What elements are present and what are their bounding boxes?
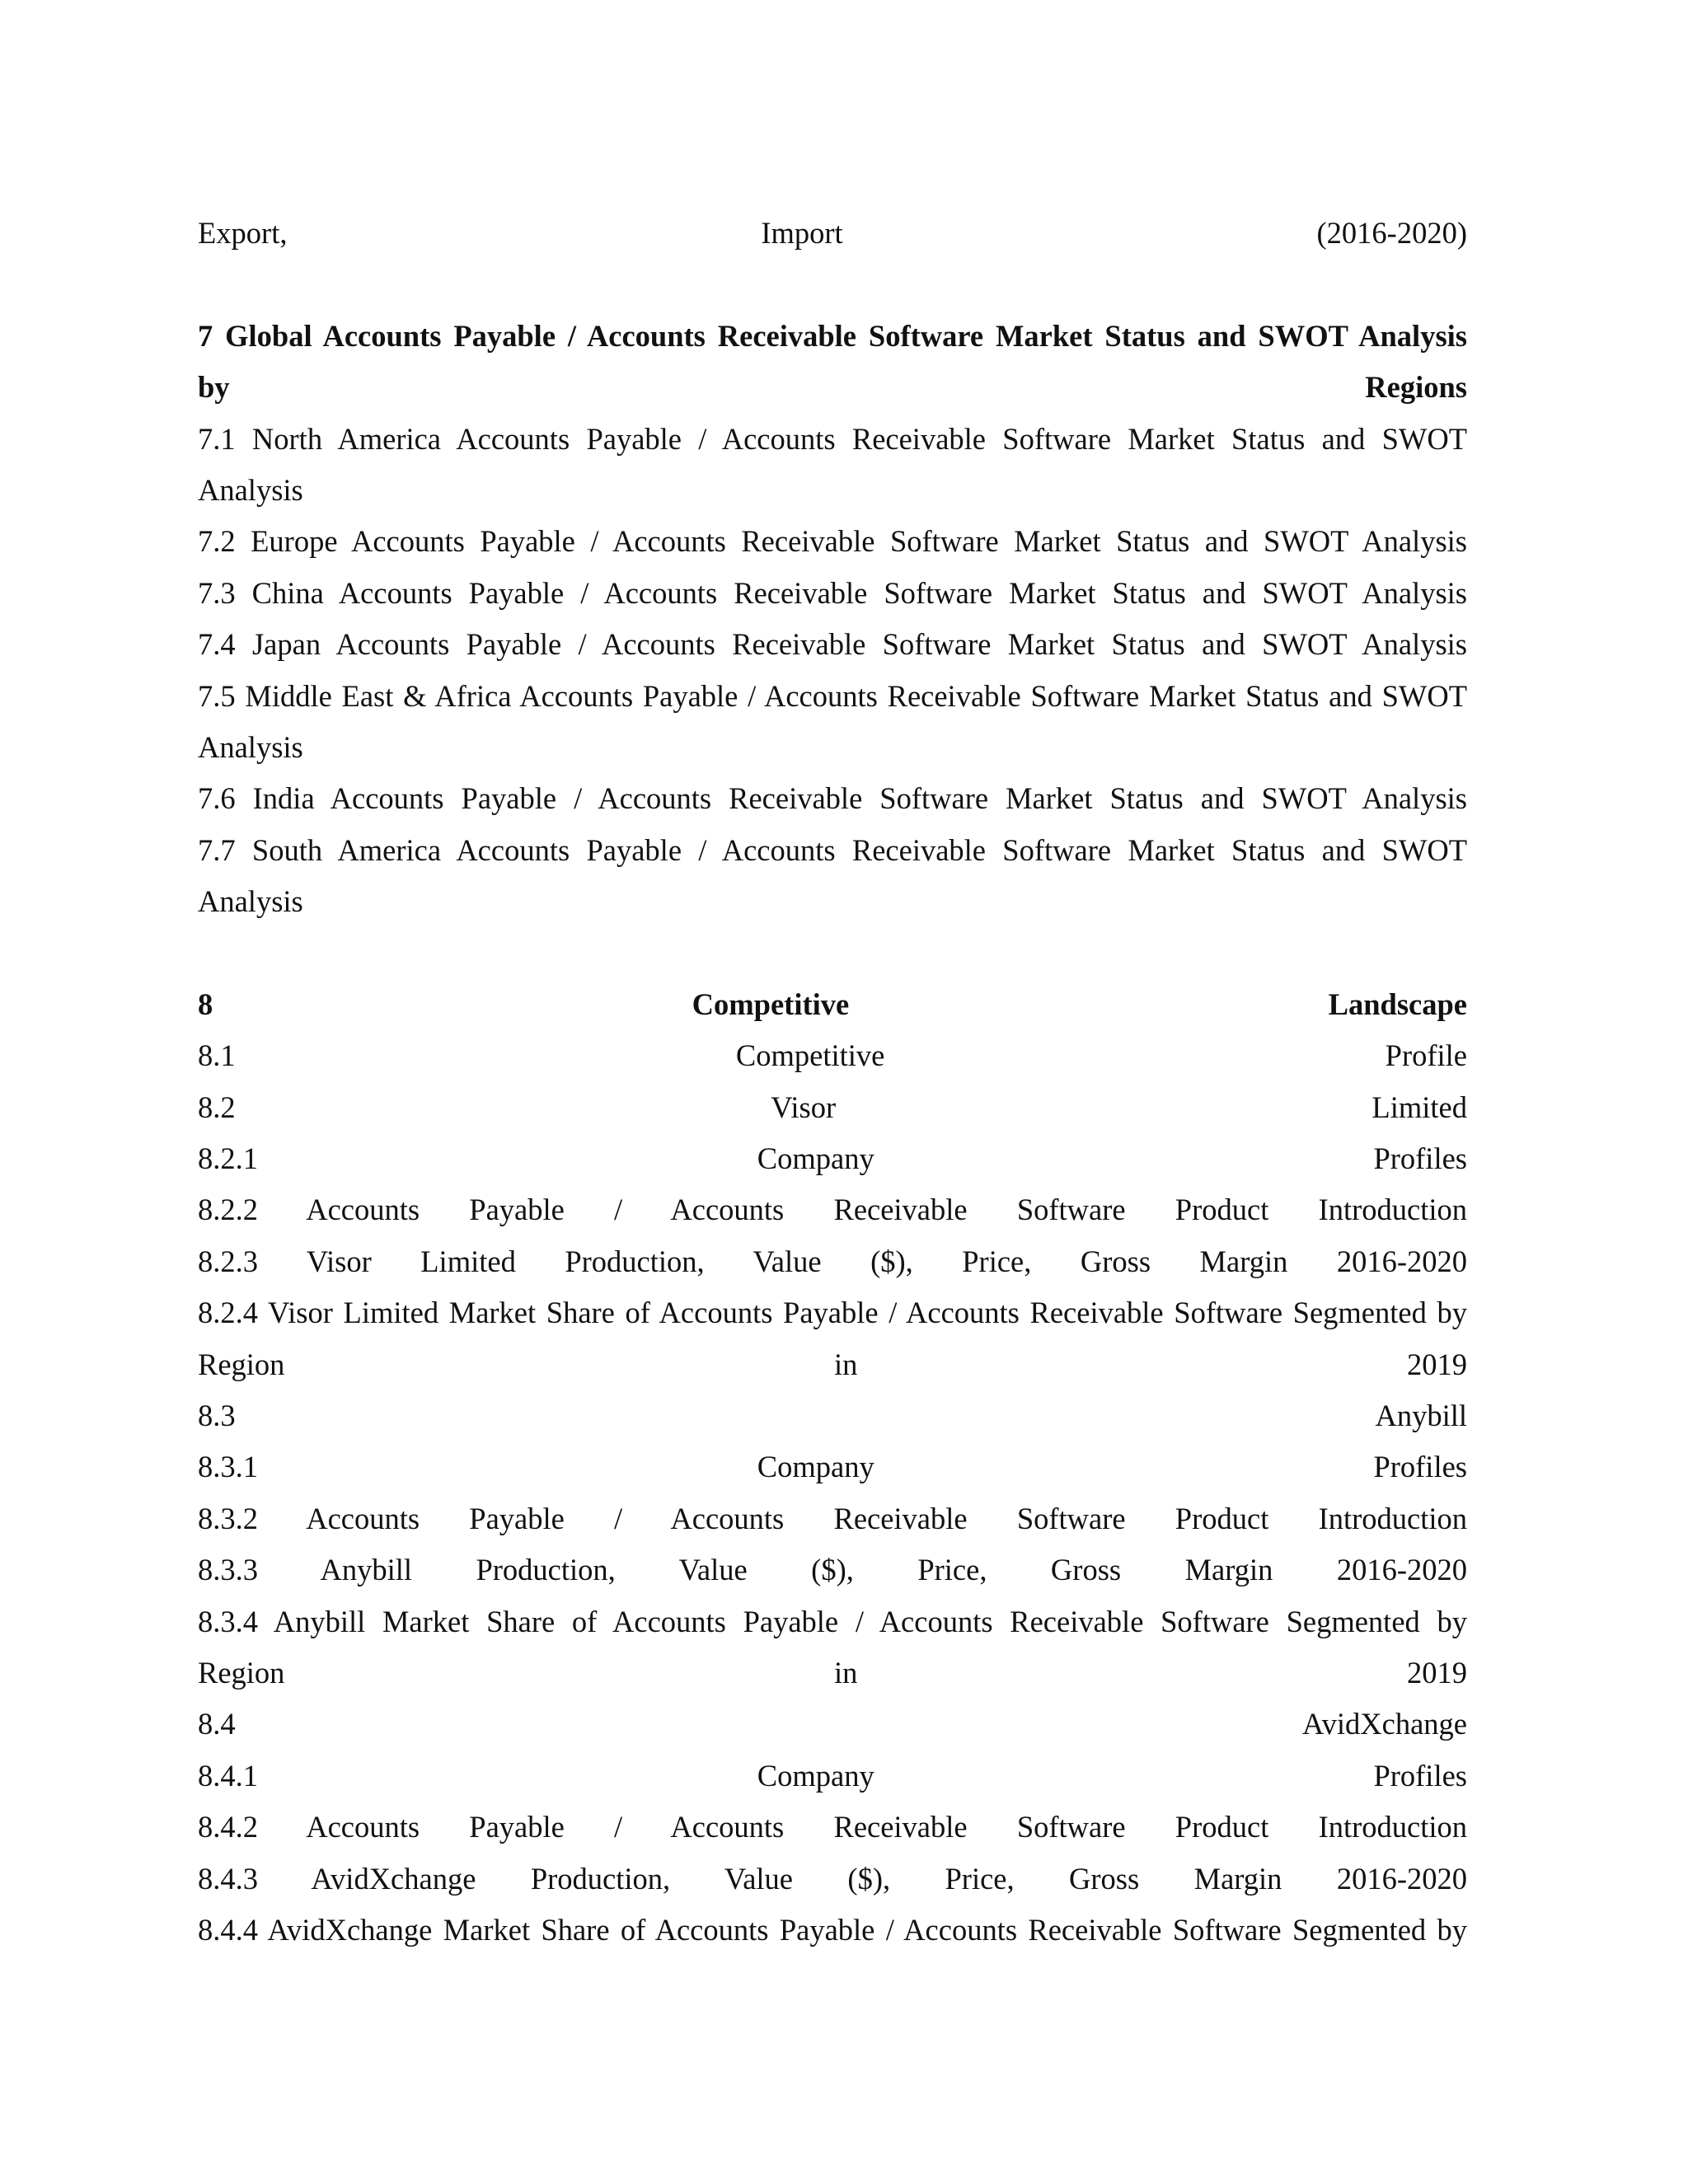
toc-text-block xyxy=(198,208,1467,1956)
toc-line-export-import: Export, Import (2016-2020) xyxy=(198,216,1467,250)
toc-entry-8-4-2: 8.4.2 Accounts Payable / Accounts Receivable Software Product Introduction xyxy=(198,1810,1467,1844)
toc-entry-8-2: 8.2 Visor Limited xyxy=(198,1090,1467,1124)
section-8-heading: 8 Competitive Landscape xyxy=(198,987,1467,1021)
toc-entry-7-5: 7.5 Middle East & Africa Accounts Payable / Accounts Receivable Software Market Status and SWOT xyxy=(198,678,1467,713)
toc-entry-8-3-3: 8.3.3 Anybill Production, Value ($), Price, Gross Margin 2016-2020 xyxy=(198,1553,1467,1587)
toc-entry-8-2-1: 8.2.1 Company Profiles xyxy=(198,1141,1467,1176)
toc-entry-8-4-1: 8.4.1 Company Profiles xyxy=(198,1758,1467,1793)
toc-entry-8-2-3: 8.2.3 Visor Limited Production, Value ($), Price, Gross Margin 2016-2020 xyxy=(198,1244,1467,1278)
toc-entry-7-7: 7.7 South America Accounts Payable / Accounts Receivable Software Market Status and SWOT xyxy=(198,832,1467,867)
toc-entry-8-3: 8.3 Anybill xyxy=(198,1398,1467,1432)
toc-entry-7-4: 7.4 Japan Accounts Payable / Accounts Receivable Software Market Status and SWOT Analysis xyxy=(198,627,1467,662)
toc-entry-7-3: 7.3 China Accounts Payable / Accounts Receivable Software Market Status and SWOT Analysis xyxy=(198,575,1467,610)
toc-entry-8-3-4-continued: Region in 2019 xyxy=(198,1655,1467,1690)
toc-entry-7-1-continued: Analysis xyxy=(198,472,303,507)
toc-entry-8-3-2: 8.3.2 Accounts Payable / Accounts Receivable Software Product Introduction xyxy=(198,1501,1467,1535)
section-7-heading-continued: by Regions xyxy=(198,370,1467,405)
toc-entry-8-2-4-continued: Region in 2019 xyxy=(198,1347,1467,1381)
toc-entry-8-2-2: 8.2.2 Accounts Payable / Accounts Receivable Software Product Introduction xyxy=(198,1193,1467,1227)
toc-entry-8-3-1: 8.3.1 Company Profiles xyxy=(198,1450,1467,1484)
toc-entry-8-4-4: 8.4.4 AvidXchange Market Share of Accounts Payable / Accounts Receivable Software Segmented by xyxy=(198,1912,1467,1947)
toc-entry-8-1: 8.1 Competitive Profile xyxy=(198,1038,1467,1073)
paragraph-gap xyxy=(198,927,1467,978)
toc-entry-7-6: 7.6 India Accounts Payable / Accounts Receivable Software Market Status and SWOT Analysis xyxy=(198,781,1467,816)
toc-entry-8-3-4: 8.3.4 Anybill Market Share of Accounts Payable / Accounts Receivable Software Segmented by xyxy=(198,1604,1467,1638)
toc-entry-7-5-continued: Analysis xyxy=(198,729,303,764)
toc-entry-8-4-3: 8.4.3 AvidXchange Production, Value ($), Price, Gross Margin 2016-2020 xyxy=(198,1861,1467,1896)
toc-entry-8-4: 8.4 AvidXchange xyxy=(198,1707,1467,1741)
toc-entry-7-1: 7.1 North America Accounts Payable / Accounts Receivable Software Market Status and SWOT xyxy=(198,421,1467,456)
paragraph-gap xyxy=(198,259,1467,310)
toc-entry-8-2-4: 8.2.4 Visor Limited Market Share of Accounts Payable / Accounts Receivable Software Segmented by xyxy=(198,1296,1467,1330)
toc-entry-7-2: 7.2 Europe Accounts Payable / Accounts Receivable Software Market Status and SWOT Analysis xyxy=(198,524,1467,559)
toc-entry-7-7-continued: Analysis xyxy=(198,884,303,919)
section-7-heading: 7 Global Accounts Payable / Accounts Receivable Software Market Status and SWOT Analysis xyxy=(198,318,1467,353)
